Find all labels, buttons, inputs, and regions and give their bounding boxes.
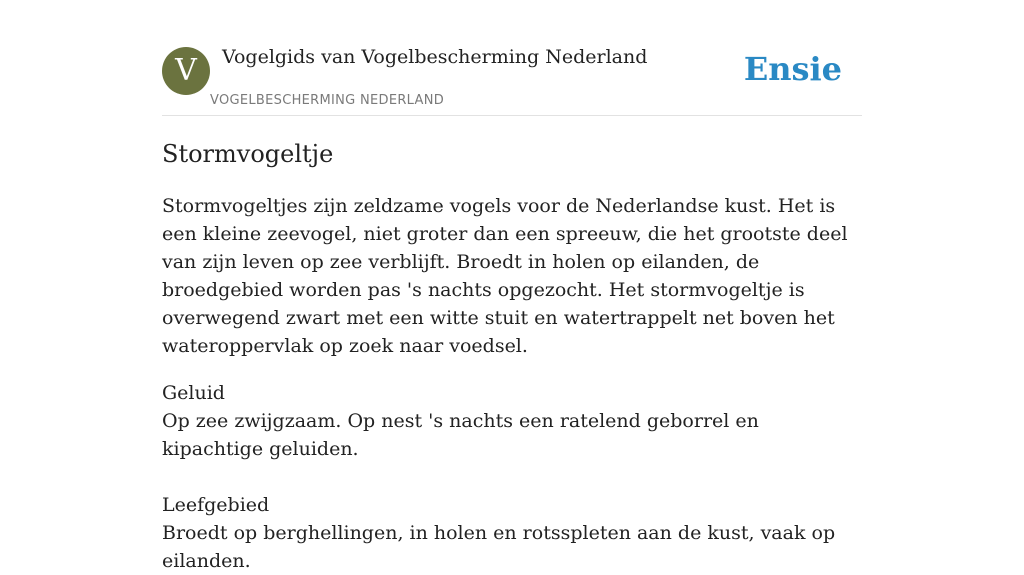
section-heading-geluid: Geluid — [162, 382, 225, 404]
source-title-link[interactable]: Vogelgids van Vogelbescherming Nederland — [222, 46, 648, 68]
section-spacer — [162, 463, 862, 491]
source-avatar[interactable]: V — [162, 47, 210, 95]
header-divider — [162, 115, 862, 116]
section-text-geluid: Op zee zwijgzaam. Op nest 's nachts een ratelend geborrel en kipachtige geluiden. — [162, 410, 759, 460]
section-text-leefgebied: Broedt op berghellingen, in holen en rotsspleten aan de kust, vaak op eilanden. — [162, 522, 836, 572]
article-body — [162, 192, 862, 575]
article-headword: Stormvogeltje — [162, 140, 334, 168]
ensie-logo[interactable]: Ensie — [743, 50, 842, 88]
source-subtitle: VOGELBESCHERMING NEDERLAND — [210, 93, 445, 108]
article-description: Stormvogeltjes zijn zeldzame vogels voor de Nederlandse kust. Het is een kleine zeevogel, niet groter dan een spreeuw, die het grootste deel van zijn leven op zee verblijft. Broedt in holen op eilanden, de broedgebied worden pas 's nachts opgezocht. Het stormvogeltje is overwegend zwart met een witte stuit en watertrappelt net boven het wateroppervlak op zoek naar voedsel. — [162, 195, 848, 357]
section-heading-leefgebied: Leefgebied — [162, 494, 270, 516]
